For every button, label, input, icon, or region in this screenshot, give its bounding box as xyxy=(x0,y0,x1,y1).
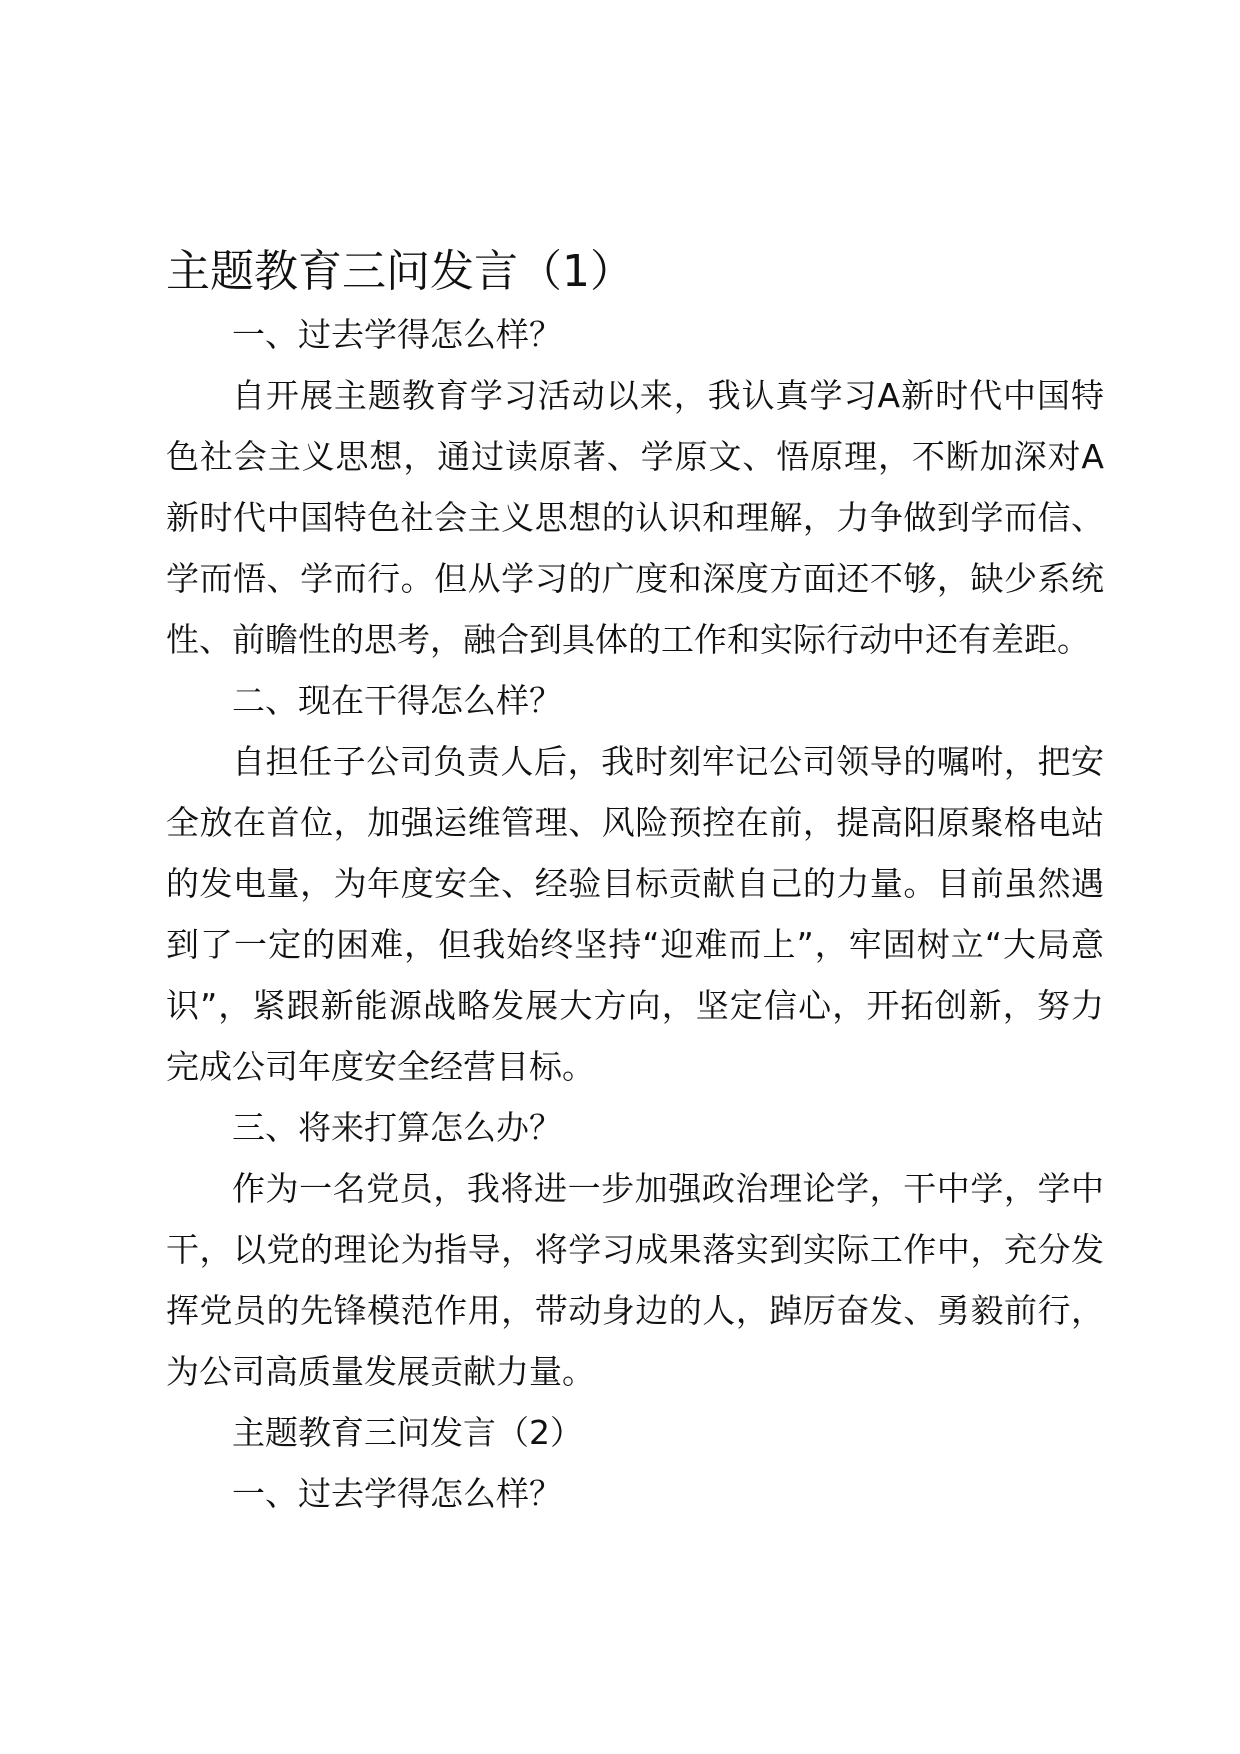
section-heading-2: 二、现在干得怎么样？ xyxy=(232,681,562,720)
section-body-1: 自开展主题教育学习活动以来，我认真学习A新时代中国特色社会主义思想，通过读原著、学原文、悟原理，不断加深对A新时代中国特色社会主义思想的认识和理解，力争做到学而信、学而悟、学而行。但从学习的广度和深度方面还不够，缺少系统性、前瞻性的思考，融合到具体的工作和实际行动中还有差距。 xyxy=(166,376,1104,659)
section-body-3: 作为一名党员，我将进一步加强政治理论学，干中学，学中干，以党的理论为指导，将学习成果落实到实际工作中，充分发挥党员的先锋模范作用，带动身边的人，踔厉奋发、勇毅前行，为公司高质量发展贡献力量。 xyxy=(166,1169,1104,1391)
section-heading-1: 一、过去学得怎么样？ xyxy=(232,315,562,354)
document-title: 主题教育三问发言（1） xyxy=(166,246,634,297)
next-section-heading: 一、过去学得怎么样？ xyxy=(232,1474,562,1513)
next-document-title: 主题教育三问发言（2） xyxy=(232,1413,583,1452)
section-body-2: 自担任子公司负责人后，我时刻牢记公司领导的嘱咐，把安全放在首位，加强运维管理、风险预控在前，提高阳原聚格电站的发电量，为年度安全、经验目标贡献自己的力量。目前虽然遇到了一定的困难，但我始终坚持“迎难而上”，牢固树立“大局意识”，紧跟新能源战略发展大方向，坚定信心，开拓创新，努力完成公司年度安全经营目标。 xyxy=(166,742,1104,1086)
document-content xyxy=(166,240,1104,1524)
section-heading-3: 三、将来打算怎么办？ xyxy=(232,1108,562,1147)
